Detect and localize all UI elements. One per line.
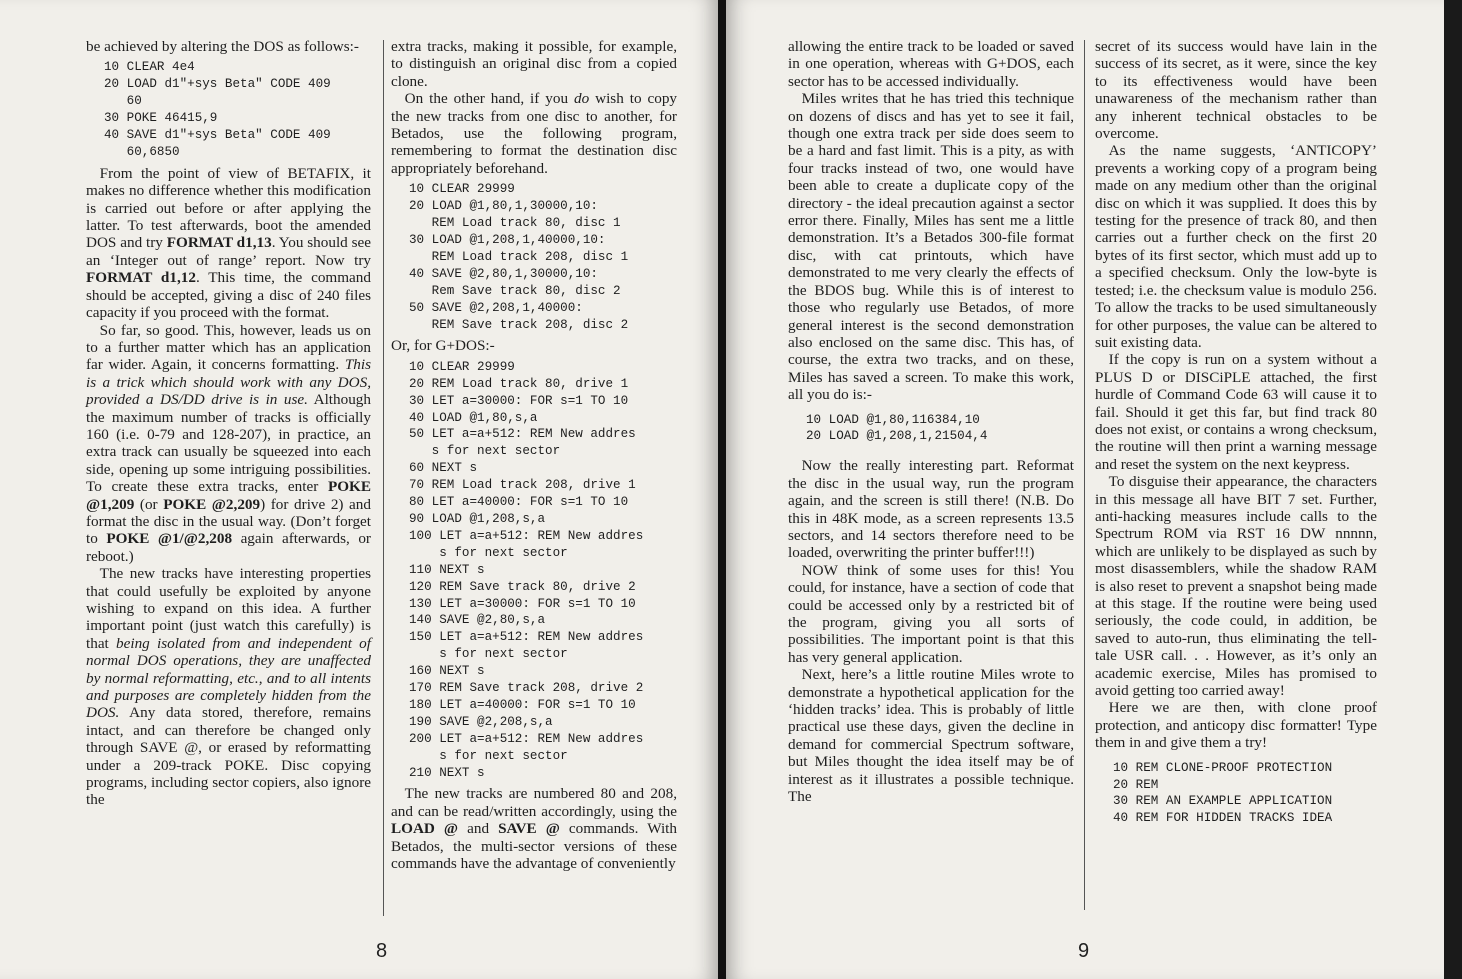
- code-listing: 10 CLEAR 29999 20 LOAD @1,80,1,30000,10: REM Load track 80, disc 1 30 LOAD @1,208,1,40000,10: REM Load track 208, disc 1 40 SAVE @2,80,1,30000,10: Rem Save track 80, disc 2 50 SAVE @2,208,1,40000: REM Save track 208, disc 2: [409, 182, 629, 332]
- paragraph: Here we are then, with clone proof protection, and anticopy disc formatter! Type them in and give them a try!: [1095, 699, 1377, 752]
- paragraph: Next, here’s a little routine Miles wrote to demonstrate a hypothetical application for the ‘hidden tracks’ idea. This is probably of little practical use these days, given the decline in demand for commercial Spectrum software, but Miles thought the idea itself may be of interest as it illustrates a possible technique. The: [788, 666, 1074, 806]
- paragraph: So far, so good. This, however, leads us on to a further matter which has an application far wider. Again, it concerns formatting. This is a trick which should work with any DOS, provided a DS/DD drive is in use. Although the maximum number of tracks is officially 160 (i.e. 0-79 and 128-207), in practice, an extra track can usually be squeezed into each side, opening up some intriguing possibilities. To create these extra tracks, enter POKE @1,209 (or POKE @2,209) for drive 2) and format the disc in the usual way. (Don’t forget to POKE @1/@2,208 again afterwards, or reboot.): [86, 321, 371, 565]
- paragraph: be achieved by altering the DOS as follows:-: [86, 38, 359, 55]
- code-listing: 10 CLEAR 29999 20 REM Load track 80, drive 1 30 LET a=30000: FOR s=1 TO 10 40 LOAD @1,80,s,a 50 LET a=a+512: REM New addres s for next sector 60 NEXT s 70 REM Load track 208, drive 1 80 LET a=40000: FOR s=1 TO 10 90 LOAD @1,208,s,a 100 LET a=a+512: REM New addres s for next sector 110 NEXT s 120 REM Save track 80, drive 2 130 LET a=30000: FOR s=1 TO 10 140 SAVE @2,80,s,a 150 LET a=a+512: REM New addres s for next sector 160 NEXT s 170 REM Save track 208, drive 2 180 LET a=40000: FOR s=1 TO 10 190 SAVE @2,208,s,a 200 LET a=a+512: REM New addres s for next sector 210 NEXT s: [409, 359, 644, 780]
- paragraph: Now the really interesting part. Reformat the disc in the usual way, run the program again, and the screen is still there! (N.B. Do this in 48K mode, as a screen represents 13.5 sectors, and 14 sectors therefore need to be loaded, overwriting the printer buffer!!!): [788, 457, 1074, 562]
- book-edge: [1444, 0, 1462, 979]
- code-listing: 10 REM CLONE-PROOF PROTECTION 20 REM 30 REM AN EXAMPLE APPLICATION 40 REM FOR HIDDEN TRACKS IDEA: [1113, 760, 1333, 826]
- paragraph: Miles writes that he has tried this technique on dozens of discs and has yet to see it fail, though one extra track per side does seem to be a hard and fast limit. This is a pity, as with four tracks instead of two, one would have been able to create a duplicate copy of the directory - the ideal precaution against a sector error there. Finally, Miles has sent me a little demonstration. It’s a Betados 300-file format disc, with cat printouts, which have demonstrated to me very clearly the effects of the BDOS bug. While this is of interest to those who regularly use Betados, of more general interest is the second demonstration also enclosed on the same disc. This has, of course, the extra two tracks, and on these, Miles has saved a screen. To make this work, all you do is:-: [788, 90, 1074, 404]
- right-column-2: [1095, 38, 1377, 827]
- paragraph: The new tracks have interesting properties that could usefully be exploited by anyone wishing to expand on this idea. A further important point (just watch this carefully) is that being isolated from and independent of normal DOS operations, they are unaffected by normal reformatting, etc., and to all intents and purposes are completely hidden from the DOS. Any data stored, therefore, remains intact, and can therefore be changed only through SAVE @, or erased by reformatting under a 209-track POKE. Disc copying programs, including sector copiers, also ignore the: [86, 565, 371, 809]
- right-column-1: [788, 38, 1074, 805]
- left-column-2: [391, 38, 677, 873]
- right-page: [726, 0, 1444, 979]
- paragraph: On the other hand, if you do wish to copy the new tracks from one disc to another, for Betados, use the following program, remembering to format the destination disc appropriately beforehand.: [391, 90, 678, 177]
- code-listing: 10 CLEAR 4e4 20 LOAD d1"+sys Beta" CODE 409 60 30 POKE 46415,9 40 SAVE d1"+sys Beta" CODE 409 60,6850: [104, 60, 331, 159]
- code-listing: 10 LOAD @1,80,116384,10 20 LOAD @1,208,1,21504,4: [806, 412, 988, 444]
- paragraph: From the point of view of BETAFIX, it makes no difference whether this modification is carried out before or after applying the latter. To test afterwards, boot the amended DOS and try FORMAT d1,13. You should see an ‘Integer out of range’ report. Now try FORMAT d1,12. This time, the command should be accepted, giving a disc of 240 files capacity if you proceed with the format.: [86, 164, 372, 322]
- paragraph: extra tracks, making it possible, for example, to distinguish an original disc from a copied clone.: [391, 38, 677, 90]
- paragraph: The new tracks are numbered 80 and 208, and can be read/written accordingly, using the LOAD @ and SAVE @ commands. With Betados, the multi-sector versions of these commands have the advantage of conveniently: [391, 785, 677, 873]
- column-divider: [1084, 40, 1085, 910]
- paragraph: Or, for G+DOS:-: [391, 337, 495, 355]
- paragraph: To disguise their appearance, the characters in this message all have BIT 7 set. Further, anti-hacking measures include calls to the Spectrum ROM via RST 16 DW nnnnn, which are unlikely to be displayed as such by most disassemblers, while the shadow RAM is also reset to prevent a snapshot being made at this stage. If the routine were being used seriously, the code could, in addition, be saved to auto-run, thus eliminating the tell-tale USR call. . . However, as it’s only an academic exercise, Miles has promised to avoid getting too carried away!: [1095, 473, 1377, 700]
- paragraph: allowing the entire track to be loaded or saved in one operation, whereas with G+DOS, each sector has to be accessed individually.: [788, 38, 1074, 90]
- paragraph: If the copy is run on a system without a PLUS D or DISCiPLE attached, the first hurdle of Command Code 63 will cause it to fail. Should it get this far, but find track 80 does not exist, or contains a wrong checksum, the routine will then print a warning message and reset the system on the next keypress.: [1095, 351, 1377, 473]
- paragraph: secret of its success would have lain in the success of its secret, as it were, since the key to its effectiveness would have been unawareness of the mechanism rather than any inherent technical obstacles to be overcome.: [1095, 38, 1377, 143]
- paragraph: NOW think of some uses for this! You could, for instance, have a section of code that could be accessed only by a restricted bit of the program, giving you all sorts of possibilities. The important point is that this has very general application.: [788, 561, 1074, 666]
- page-number: 9: [1078, 940, 1090, 962]
- book-gutter: [718, 0, 726, 979]
- left-page: [0, 0, 718, 979]
- left-column-1: [86, 38, 371, 809]
- column-divider: [383, 40, 384, 916]
- page-number: 8: [376, 940, 388, 962]
- paragraph: As the name suggests, ‘ANTICOPY’ prevents a working copy of a program being made on any medium other than the original disc on which it was supplied. It does this by testing for the presence of track 80, and then carries out a further check on the first 20 bytes of its first sector, which must add up to a specified checksum. Only the low-byte is tested; i.e. the checksum value is modulo 256. To allow the tracks to be used simultaneously for other purposes, the value can be altered to suit existing data.: [1095, 142, 1377, 351]
